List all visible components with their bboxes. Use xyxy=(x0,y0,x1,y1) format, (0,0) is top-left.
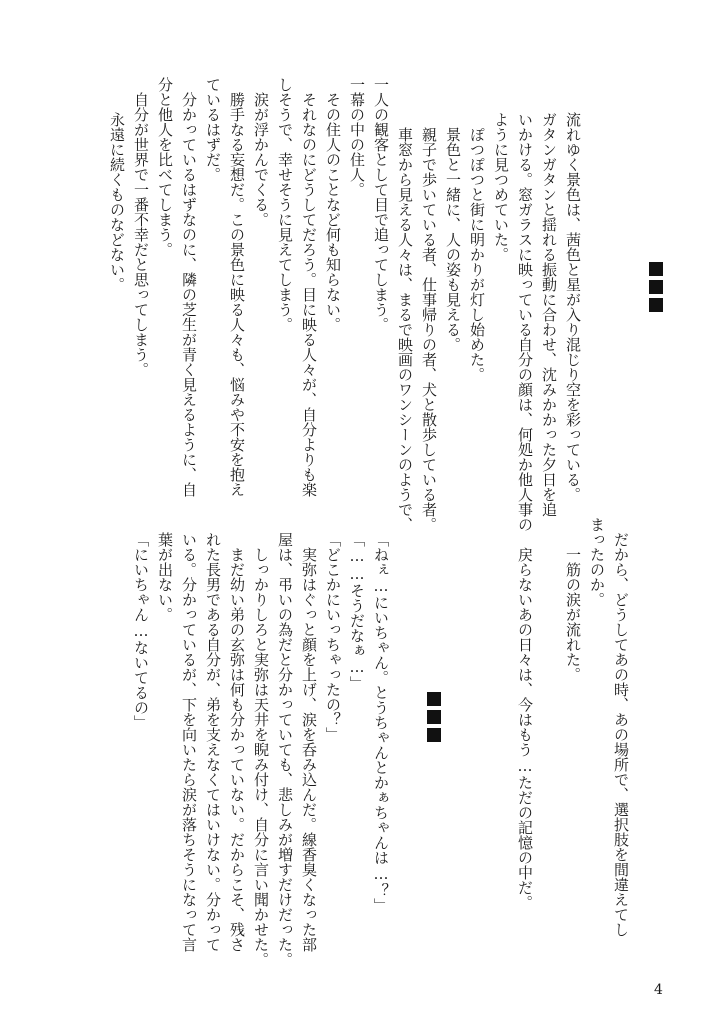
text-column: それなのにどうしてだろう。目に映る人々が、自分よりも楽 xyxy=(300,92,318,497)
text-column: 流れゆく景色は、茜色と星が入り混じり空を彩っている。 xyxy=(564,112,582,502)
text-column: 自分が世界で一番不幸だと思ってしまう。 xyxy=(132,92,150,377)
text-column: 永遠に続くものなどない。 xyxy=(108,112,126,292)
text-column: ように見つめていた。 xyxy=(492,112,510,262)
text-column: まだ幼い弟の玄弥は何も分かっていない。だからこそ、残さ xyxy=(228,547,246,952)
text-column: 「にいちゃん…ないてるの」 xyxy=(132,532,150,730)
text-column: まったのか。 xyxy=(588,517,606,607)
text-column: しっかりしろと実弥は天井を睨み付け、自分に言い聞かせた。 xyxy=(252,547,270,967)
text-column: しそうで、幸せそうに見えてしまう。 xyxy=(276,77,294,332)
text-column: ガタンガタンと揺れる振動に合わせ、沈みかかった夕日を追 xyxy=(540,112,558,517)
text-column: 一筋の涙が流れた。 xyxy=(564,547,582,682)
text-column: 「ねぇ…にいちゃん。とうちゃんとかぁちゃんは…？」 xyxy=(372,532,390,913)
text-column: ているはずだ。 xyxy=(204,77,222,182)
text-column: 涙が浮かんでくる。 xyxy=(252,92,270,227)
text-column: 「……そうだなぁ…」 xyxy=(348,532,366,691)
page-number: 4 xyxy=(654,982,663,998)
text-column: 車窓から見える人々は、まるで映画のワンシーンのようで、 xyxy=(396,127,414,532)
text-column: 分と他人を比べてしまう。 xyxy=(156,77,174,257)
text-column: 実弥はぐっと顔を上げ、涙を呑み込んだ。線香臭くなった部 xyxy=(300,547,318,952)
text-column: いかける。窓ガラスに映っている自分の顔は、何処か他人事の xyxy=(516,112,534,532)
text-column: 分かっているはずなのに、隣の芝生が青く見えるように、自 xyxy=(180,92,198,497)
text-column: 一人の観客として目で追ってしまう。 xyxy=(372,77,390,332)
text-column: だから、どうしてあの時、あの場所で、選択肢を間違えてし xyxy=(612,532,630,937)
text-column: 親子で歩いている者、仕事帰りの者、犬と散歩している者。 xyxy=(420,127,438,532)
text-column: いる。分かっているが、下を向いたら涙が落ちそうになって言 xyxy=(180,532,198,952)
text-column: れた長男である自分が、弟を支えなくてはいけない。分かって xyxy=(204,532,222,952)
text-column: 「どこかにいっちゃったの？」 xyxy=(324,532,342,742)
section-separator xyxy=(648,262,664,312)
text-column: 屋は、弔いの為だと分かっていても、悲しみが増すだけだった。 xyxy=(276,532,294,967)
section-separator xyxy=(426,692,442,742)
text-column: 葉が出ない。 xyxy=(156,532,174,622)
text-column: 勝手なる妄想だ。この景色に映る人々も、悩みや不安を抱え xyxy=(228,92,246,497)
text-column: その住人のことなど何も知らない。 xyxy=(324,92,342,332)
text-column: 景色と一緒に、人の姿も見える。 xyxy=(444,127,462,352)
text-column: ぽつぽつと街に明かりが灯し始めた。 xyxy=(468,127,486,382)
text-column: 一幕の中の住人。 xyxy=(348,77,366,197)
text-column: 戻らないあの日々は、今はもう…ただの記憶の中だ。 xyxy=(516,547,534,910)
